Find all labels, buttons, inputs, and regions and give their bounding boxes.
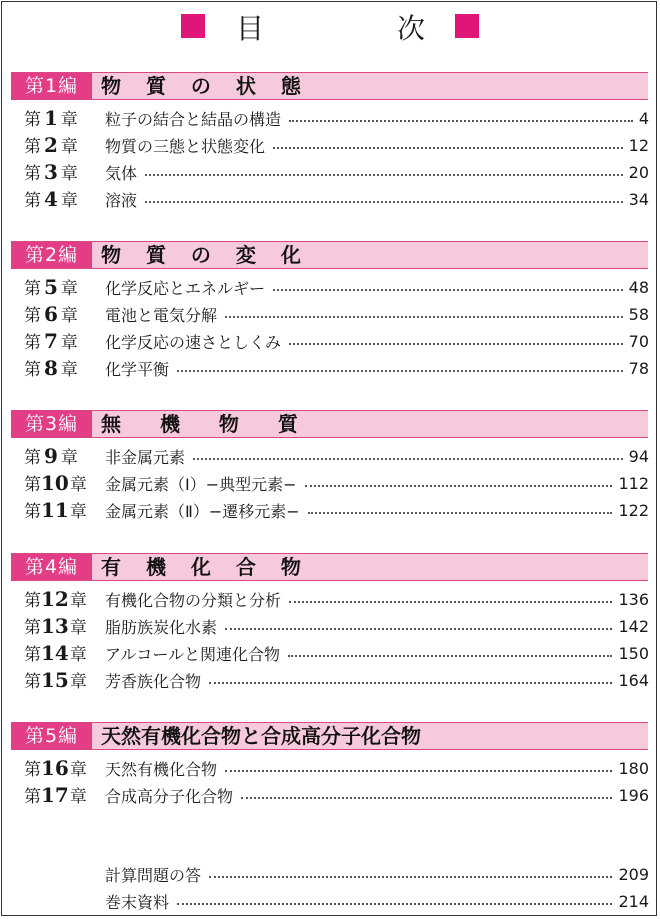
- part-name: 物 質 の 変 化: [101, 243, 310, 267]
- part-header: [11, 72, 648, 100]
- chapter-title: 脂肪族炭化水素: [105, 615, 221, 638]
- pink-square-icon: [455, 14, 479, 38]
- page-number: 150: [618, 643, 649, 663]
- chapter-title: 化学反応の速さとしくみ: [105, 330, 285, 353]
- toc-entry[interactable]: [0, 441, 660, 468]
- appendix-title: 巻末資料: [105, 890, 173, 913]
- chapter-number: 第 2 章: [24, 133, 78, 157]
- part-header: [11, 553, 648, 581]
- page-number: 142: [618, 616, 649, 636]
- leader-dots: [177, 903, 612, 905]
- toc-title: [0, 8, 660, 44]
- toc-entry[interactable]: [0, 753, 660, 780]
- part-name: 天然有機化合物と合成高分子化合物: [101, 724, 421, 748]
- chapter-number: 第 7 章: [24, 329, 78, 353]
- chapter-number: 第13章: [24, 614, 87, 638]
- chapter-number: 第14章: [24, 641, 87, 665]
- chapter-title: 電池と電気分解: [105, 303, 221, 326]
- leader-dots: [241, 797, 612, 799]
- page-number: 70: [628, 331, 649, 351]
- chapter-title: 気体: [105, 161, 141, 184]
- page-number: 214: [618, 891, 649, 911]
- part-tag: 第1編: [11, 73, 92, 99]
- leader-dots: [289, 120, 633, 122]
- chapter-number: 第 9 章: [24, 444, 78, 468]
- chapter-number: 第16章: [24, 756, 87, 780]
- chapter-title: 合成高分子化合物: [105, 784, 237, 807]
- leader-dots: [305, 485, 613, 487]
- page-number: 4: [638, 108, 649, 128]
- toc-entry[interactable]: [0, 353, 660, 380]
- leader-dots: [145, 174, 623, 176]
- part-tag: 第5編: [11, 723, 92, 749]
- page-number: 122: [618, 500, 649, 520]
- part-header: [11, 410, 648, 438]
- leader-dots: [288, 655, 612, 657]
- toc-entry[interactable]: [0, 495, 660, 522]
- chapter-number: 第 8 章: [24, 356, 78, 380]
- appendix-entry[interactable]: [0, 859, 660, 886]
- leader-dots: [145, 201, 623, 203]
- leader-dots: [225, 770, 612, 772]
- page-number: 78: [628, 358, 649, 378]
- leader-dots: [273, 147, 623, 149]
- chapter-number: 第 1 章: [24, 106, 78, 130]
- title-char-right: 次: [397, 12, 426, 45]
- toc-entry[interactable]: [0, 157, 660, 184]
- page-number: 209: [618, 864, 649, 884]
- toc-entry[interactable]: [0, 611, 660, 638]
- leader-dots: [225, 628, 612, 630]
- chapter-title: 金属元素（Ⅱ）−遷移元素−: [105, 499, 304, 522]
- chapter-number: 第 5 章: [24, 275, 78, 299]
- chapter-title: 芳香族化合物: [105, 669, 205, 692]
- leader-dots: [193, 458, 623, 460]
- page-number: 196: [618, 785, 649, 805]
- leader-dots: [209, 876, 612, 878]
- page-number: 34: [628, 189, 649, 209]
- part-header: [11, 241, 648, 269]
- toc-entry[interactable]: [0, 638, 660, 665]
- leader-dots: [225, 316, 623, 318]
- toc-entry[interactable]: [0, 272, 660, 299]
- page-number: 12: [628, 135, 649, 155]
- page-number: 58: [628, 304, 649, 324]
- chapter-number: 第 4 章: [24, 187, 78, 211]
- page-number: 20: [628, 162, 649, 182]
- chapter-number: 第15章: [24, 668, 87, 692]
- title-char-left: 目: [236, 12, 265, 45]
- leader-dots: [273, 289, 623, 291]
- leader-dots: [308, 512, 613, 514]
- chapter-title: 天然有機化合物: [105, 757, 221, 780]
- page-number: 94: [628, 446, 649, 466]
- appendix-entry[interactable]: [0, 886, 660, 913]
- chapter-number: 第17章: [24, 783, 87, 807]
- toc-entry[interactable]: [0, 584, 660, 611]
- part-name: 無 機 物 質: [101, 412, 314, 436]
- chapter-number: 第 6 章: [24, 302, 78, 326]
- toc-entry[interactable]: [0, 326, 660, 353]
- chapter-title: 非金属元素: [105, 445, 189, 468]
- chapter-number: 第 3 章: [24, 160, 78, 184]
- part-name: 有 機 化 合 物: [101, 555, 310, 579]
- page-number: 48: [628, 277, 649, 297]
- leader-dots: [289, 343, 623, 345]
- toc-entry[interactable]: [0, 468, 660, 495]
- toc-entry[interactable]: [0, 130, 660, 157]
- toc-entry[interactable]: [0, 665, 660, 692]
- part-tag: 第2編: [11, 242, 92, 268]
- page-number: 180: [618, 758, 649, 778]
- page-number: 164: [618, 670, 649, 690]
- part-tag: 第3編: [11, 411, 92, 437]
- appendix-title: 計算問題の答: [105, 863, 205, 886]
- chapter-title: 粒子の結合と結晶の構造: [105, 107, 285, 130]
- toc-entry[interactable]: [0, 780, 660, 807]
- chapter-title: 有機化合物の分類と分析: [105, 588, 285, 611]
- toc-entry[interactable]: [0, 299, 660, 326]
- chapter-title: 物質の三態と状態変化: [105, 134, 269, 157]
- toc-entry[interactable]: [0, 103, 660, 130]
- page-number: 136: [618, 589, 649, 609]
- chapter-title: アルコールと関連化合物: [105, 642, 284, 665]
- page-number: 112: [618, 473, 649, 493]
- leader-dots: [177, 370, 623, 372]
- chapter-title: 化学平衡: [105, 357, 173, 380]
- chapter-title: 金属元素（Ⅰ）−典型元素−: [105, 472, 301, 495]
- chapter-number: 第12章: [24, 587, 87, 611]
- chapter-number: 第11章: [24, 498, 87, 522]
- part-tag: 第4編: [11, 554, 92, 580]
- part-header: [11, 722, 648, 750]
- chapter-number: 第10章: [24, 471, 87, 495]
- chapter-title: 溶液: [105, 188, 141, 211]
- pink-square-icon: [181, 14, 205, 38]
- toc-entry[interactable]: [0, 184, 660, 211]
- leader-dots: [209, 682, 612, 684]
- part-name: 物 質 の 状 態: [101, 74, 310, 98]
- leader-dots: [289, 601, 612, 603]
- chapter-title: 化学反応とエネルギー: [105, 276, 269, 299]
